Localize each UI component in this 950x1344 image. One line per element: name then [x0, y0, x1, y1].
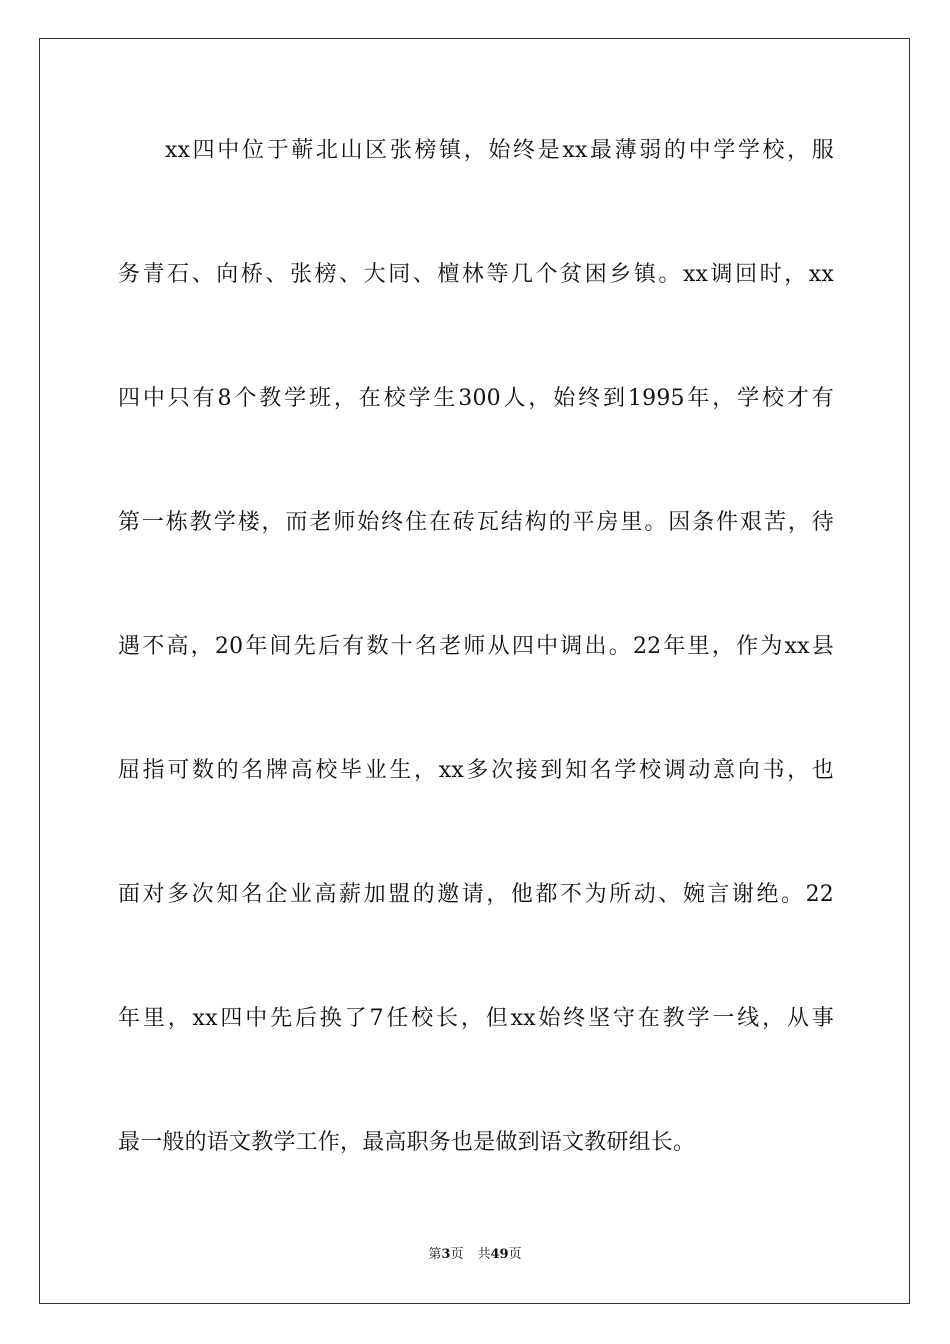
- paragraph-line-4: 第一栋教学楼，而老师始终住在砖瓦结构的平房里。因条件艰苦，待: [118, 510, 834, 535]
- footer-page-unit: 页: [450, 1247, 464, 1262]
- paragraph-line-1: xx四中位于蕲北山区张榜镇，始终是xx最薄弱的中学学校，服: [165, 138, 834, 163]
- footer-total-prefix: 共: [477, 1247, 491, 1262]
- paragraph-line-7: 面对多次知名企业高薪加盟的邀请，他都不为所动、婉言谢绝。22: [118, 882, 834, 907]
- paragraph-line-5: 遇不高，20年间先后有数十名老师从四中调出。22年里，作为xx县: [118, 634, 834, 659]
- page-border: [39, 38, 910, 1304]
- page-footer: [0, 1246, 950, 1264]
- paragraph-line-8: 年里，xx四中先后换了7任校长，但xx始终坚守在教学一线，从事: [118, 1006, 834, 1031]
- footer-page-prefix: 第: [428, 1247, 442, 1262]
- paragraph-line-9: 最一般的语文教学工作，最高职务也是做到语文教研组长。: [118, 1130, 696, 1155]
- footer-page-total: 49: [490, 1247, 509, 1262]
- footer-page-current: 3: [441, 1247, 451, 1262]
- paragraph-line-6: 屈指可数的名牌高校毕业生，xx多次接到知名学校调动意向书，也: [118, 758, 834, 783]
- paragraph-line-3: 四中只有8个教学班，在校学生300人，始终到1995年，学校才有: [118, 386, 834, 411]
- footer-total-unit: 页: [508, 1247, 522, 1262]
- paragraph-line-2: 务青石、向桥、张榜、大同、檀林等几个贫困乡镇。xx调回时，xx: [118, 262, 834, 287]
